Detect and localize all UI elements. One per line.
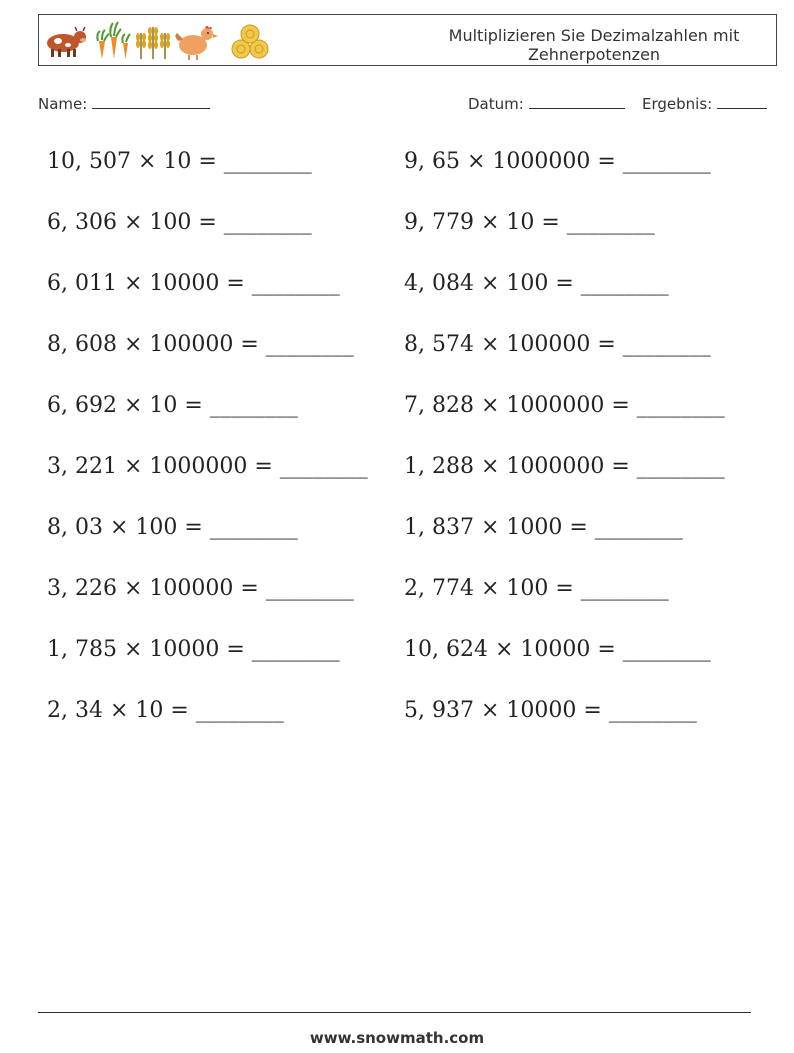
problem-right-10: 5, 937 × 10000 = ________ bbox=[404, 698, 697, 723]
problem-left-4: 8, 608 × 100000 = ________ bbox=[47, 332, 354, 357]
result-blank[interactable] bbox=[717, 94, 767, 109]
date-blank[interactable] bbox=[529, 94, 625, 109]
title-line-1: Multiplizieren Sie Dezimalzahlen mit bbox=[448, 26, 740, 45]
problem-left-2: 6, 306 × 100 = ________ bbox=[47, 210, 312, 235]
date-field bbox=[468, 94, 625, 113]
hen-icon bbox=[175, 26, 218, 60]
problem-left-10: 2, 34 × 10 = ________ bbox=[47, 698, 284, 723]
cow-icon bbox=[47, 27, 86, 57]
problem-right-1: 9, 65 × 1000000 = ________ bbox=[404, 149, 711, 174]
result-label: Ergebnis: bbox=[642, 95, 713, 113]
carrots-icon bbox=[97, 22, 130, 59]
problem-right-9: 10, 624 × 10000 = ________ bbox=[404, 637, 711, 662]
problem-left-5: 6, 692 × 10 = ________ bbox=[47, 393, 298, 418]
problem-left-8: 3, 226 × 100000 = ________ bbox=[47, 576, 354, 601]
header-box bbox=[38, 14, 777, 66]
name-blank[interactable] bbox=[92, 94, 210, 109]
problem-right-2: 9, 779 × 10 = ________ bbox=[404, 210, 655, 235]
problem-left-6: 3, 221 × 1000000 = ________ bbox=[47, 454, 368, 479]
problem-right-6: 1, 288 × 1000000 = ________ bbox=[404, 454, 725, 479]
footer-url[interactable]: www.snowmath.com bbox=[309, 1029, 485, 1047]
footer-divider bbox=[38, 1012, 751, 1013]
name-label: Name: bbox=[38, 95, 88, 113]
problem-left-7: 8, 03 × 100 = ________ bbox=[47, 515, 298, 540]
problem-right-5: 7, 828 × 1000000 = ________ bbox=[404, 393, 725, 418]
problem-right-3: 4, 084 × 100 = ________ bbox=[404, 271, 669, 296]
problem-left-1: 10, 507 × 10 = ________ bbox=[47, 149, 312, 174]
problem-right-4: 8, 574 × 100000 = ________ bbox=[404, 332, 711, 357]
problem-left-3: 6, 011 × 10000 = ________ bbox=[47, 271, 340, 296]
wheat-icon bbox=[136, 27, 170, 59]
hay-bales-icon bbox=[232, 25, 268, 58]
worksheet-title bbox=[429, 26, 759, 64]
problem-right-8: 2, 774 × 100 = ________ bbox=[404, 576, 669, 601]
farm-decoration bbox=[41, 19, 273, 63]
name-field bbox=[38, 94, 210, 113]
date-label: Datum: bbox=[468, 95, 524, 113]
result-field bbox=[642, 94, 767, 113]
title-line-2: Zehnerpotenzen bbox=[527, 45, 661, 64]
problem-left-9: 1, 785 × 10000 = ________ bbox=[47, 637, 340, 662]
problem-right-7: 1, 837 × 1000 = ________ bbox=[404, 515, 683, 540]
